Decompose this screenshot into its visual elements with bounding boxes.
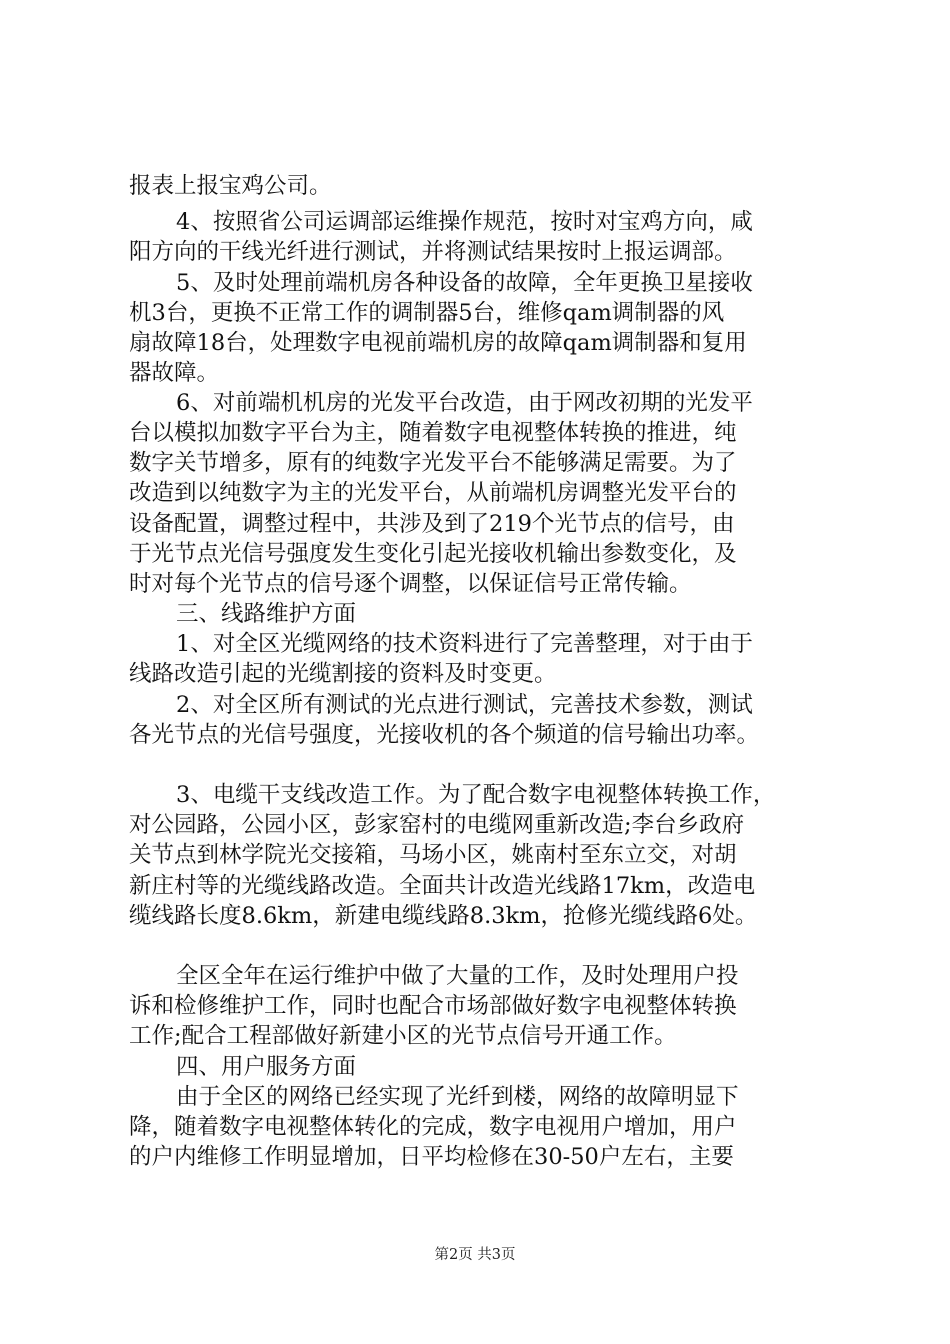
text-line: 诉和检修维护工作，同时也配合市场部做好数字电视整体转换	[129, 993, 737, 1019]
text-line: 关节点到林学院光交接箱，马场小区，姚南村至东立交，对胡	[129, 842, 737, 868]
text-line: 2、对全区所有测试的光点进行测试，完善技术参数，测试	[176, 692, 753, 718]
text-line: 器故障。	[129, 360, 220, 386]
text-line: 设备配置，调整过程中，共涉及到了219个光节点的信号，由	[129, 511, 735, 537]
text-line: 各光节点的光信号强度，光接收机的各个频道的信号输出功率。	[129, 722, 760, 748]
text-line: 的户内维修工作明显增加，日平均检修在30-50户左右，主要	[129, 1144, 734, 1170]
text-line: 4、按照省公司运调部运维操作规范，按时对宝鸡方向，咸	[176, 209, 753, 235]
text-line: 线路改造引起的光缆割接的资料及时变更。	[129, 661, 557, 687]
section-heading: 四、用户服务方面	[176, 1054, 357, 1080]
text-line: 工作;配合工程部做好新建小区的光节点信号开通工作。	[129, 1023, 677, 1049]
text-line: 由于全区的网络已经实现了光纤到楼，网络的故障明显下	[176, 1084, 739, 1110]
page-footer: 第2页 共3页	[434, 1247, 516, 1263]
section-heading: 三、线路维护方面	[176, 601, 357, 627]
text-line: 数字关节增多，原有的纯数字光发平台不能够满足需要。为了	[129, 450, 737, 476]
text-line: 台以模拟加数字平台为主，随着数字电视整体转换的推进，纯	[129, 420, 737, 446]
text-line: 6、对前端机机房的光发平台改造，由于网改初期的光发平	[176, 390, 753, 416]
text-line: 时对每个光节点的信号逐个调整，以保证信号正常传输。	[129, 571, 692, 597]
text-line: 于光节点光信号强度发生变化引起光接收机输出参数变化，及	[129, 541, 737, 567]
text-line: 机3台，更换不正常工作的调制器5台，维修qam调制器的风	[129, 300, 725, 326]
text-line: 缆线路长度8.6km，新建电缆线路8.3km，抢修光缆线路6处。	[129, 903, 758, 929]
text-line: 对公园路，公园小区，彭家窑村的电缆网重新改造;李台乡政府	[129, 812, 745, 838]
text-line: 降，随着数字电视整体转化的完成，数字电视用户增加，用户	[129, 1114, 737, 1140]
text-line: 新庄村等的光缆线路改造。全面共计改造光线路17km，改造电	[129, 873, 756, 899]
text-line: 报表上报宝鸡公司。	[129, 173, 332, 199]
text-line: 改造到以纯数字为主的光发平台，从前端机房调整光发平台的	[129, 480, 737, 506]
text-line: 阳方向的干线光纤进行测试，并将测试结果按时上报运调部。	[129, 239, 737, 265]
text-line: 1、对全区光缆网络的技术资料进行了完善整理，对于由于	[176, 631, 753, 657]
text-line: 3、电缆干支线改造工作。为了配合数字电视整体转换工作，	[176, 782, 776, 808]
text-line: 5、及时处理前端机房各种设备的故障，全年更换卫星接收	[176, 270, 753, 296]
text-line: 全区全年在运行维护中做了大量的工作，及时处理用户投	[176, 963, 739, 989]
text-line: 扇故障18台，处理数字电视前端机房的故障qam调制器和复用	[129, 330, 747, 356]
